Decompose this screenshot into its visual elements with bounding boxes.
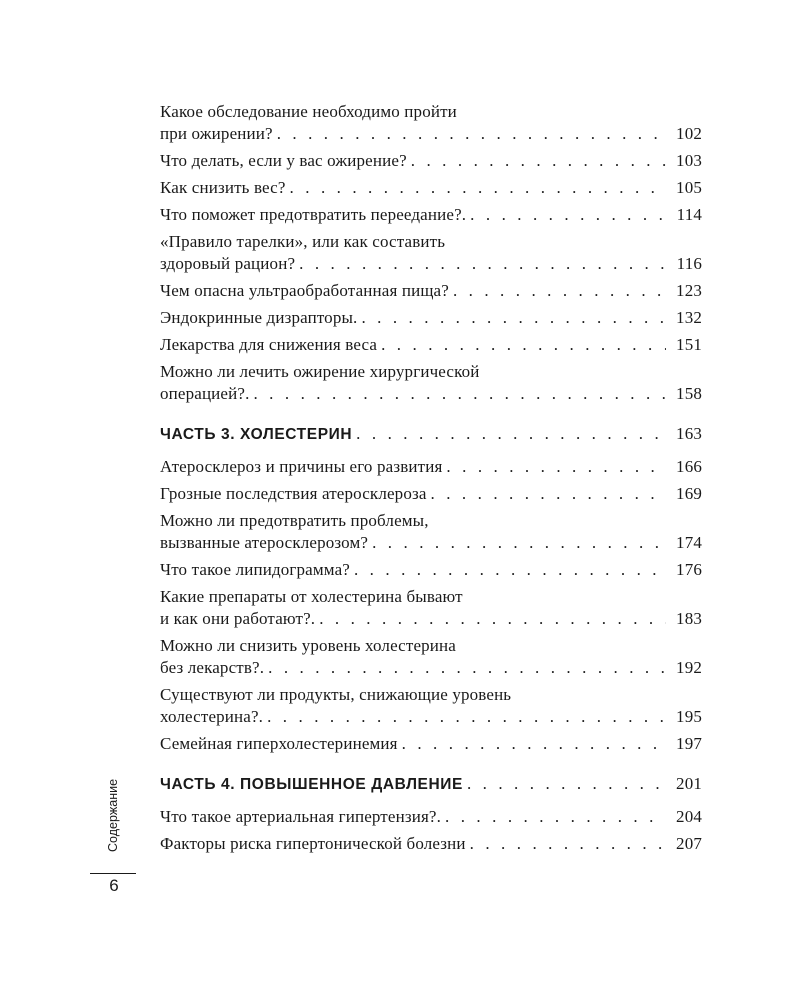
toc-entry-line: [160, 307, 702, 329]
toc-page-number: 163: [676, 424, 702, 443]
dot-leader: [449, 280, 666, 302]
dot-leader: [441, 806, 666, 828]
toc-entry[interactable]: [160, 586, 702, 630]
toc-entry[interactable]: [160, 483, 702, 505]
toc-page-number: 176: [676, 560, 702, 579]
toc-entry-line: [160, 833, 702, 855]
toc-part-heading[interactable]: [160, 773, 702, 796]
toc-entry-title: при ожирении?: [160, 124, 273, 143]
toc-entry-title: Существуют ли продукты, снижающие уровень: [160, 685, 512, 704]
toc-entry-title: Можно ли лечить ожирение хирургической: [160, 362, 480, 381]
folio-rule: [90, 873, 136, 874]
toc-entry[interactable]: [160, 510, 702, 554]
toc-entry[interactable]: [160, 101, 702, 145]
dot-leader: [377, 334, 666, 356]
toc-entry-line: [160, 483, 702, 505]
toc-entry-title: Чем опасна ультраобработанная пища?: [160, 281, 449, 300]
toc-entry[interactable]: [160, 231, 702, 275]
toc-entry-title: Можно ли снизить уровень холестерина: [160, 636, 456, 655]
toc-entry[interactable]: [160, 204, 702, 226]
toc-entry-title: холестерина?.: [160, 707, 264, 726]
toc-page-number: 197: [676, 734, 702, 753]
toc-entry-line: [160, 253, 702, 275]
toc-entry-title: Эндокринные дизрапторы.: [160, 308, 358, 327]
toc-entry-title: Какие препараты от холестерина бывают: [160, 587, 463, 606]
toc-entry-line: [160, 510, 702, 532]
toc-entry-title: Что делать, если у вас ожирение?: [160, 151, 407, 170]
toc-entry-line: [160, 733, 702, 755]
dot-leader: [295, 253, 666, 275]
toc-page-number: 102: [676, 124, 702, 143]
toc-entry-title: Семейная гиперхолестеринемия: [160, 734, 398, 753]
toc-entry-title: «Правило тарелки», или как составить: [160, 232, 446, 251]
toc-entry-line: [160, 423, 702, 446]
toc-entry-line: [160, 559, 702, 581]
dot-leader: [249, 383, 666, 405]
toc-entry-line: [160, 383, 702, 405]
dot-leader: [263, 706, 666, 728]
dot-leader: [466, 833, 666, 855]
toc-entry-line: [160, 608, 702, 630]
running-section-label: Содержание: [106, 778, 120, 852]
dot-leader: [264, 657, 666, 679]
toc-entry-line: [160, 280, 702, 302]
toc-entry-line: [160, 231, 702, 253]
toc-entry-title: Что поможет предотвратить переедание?.: [160, 205, 467, 224]
toc-entry-title: Какое обследование необходимо пройти: [160, 102, 457, 121]
toc-entry[interactable]: [160, 684, 702, 728]
toc-page-number: 174: [676, 533, 702, 552]
toc-entry[interactable]: [160, 559, 702, 581]
toc-page-number: 201: [676, 774, 702, 793]
toc-page-number: 183: [676, 609, 702, 628]
dot-leader: [350, 559, 666, 581]
toc-entry-line: [160, 101, 702, 123]
toc-entry-line: [160, 684, 702, 706]
toc-page-number: 207: [676, 834, 702, 853]
table-of-contents: [160, 101, 702, 860]
part-title: ЧАСТЬ 4. ПОВЫШЕННОЕ ДАВЛЕНИЕ: [160, 776, 463, 793]
part-title: ЧАСТЬ 3. ХОЛЕСТЕРИН: [160, 426, 353, 443]
toc-entry[interactable]: [160, 806, 702, 828]
dot-leader: [463, 773, 666, 795]
toc-entry-line: [160, 806, 702, 828]
toc-page-number: 204: [676, 807, 702, 826]
toc-entry-title: Что такое липидограмма?: [160, 560, 350, 579]
dot-leader: [315, 608, 666, 630]
toc-entry-title: Можно ли предотвратить проблемы,: [160, 511, 429, 530]
toc-page-number: 105: [676, 178, 702, 197]
toc-page-number: 116: [676, 254, 702, 273]
dot-leader: [357, 307, 666, 329]
toc-page-number: 169: [676, 484, 702, 503]
toc-entry[interactable]: [160, 456, 702, 478]
toc-entry-line: [160, 586, 702, 608]
toc-entry-title: Как снизить вес?: [160, 178, 286, 197]
dot-leader: [442, 456, 666, 478]
toc-entry-title: Грозные последствия атеросклероза: [160, 484, 427, 503]
toc-entry[interactable]: [160, 334, 702, 356]
toc-part-heading[interactable]: [160, 423, 702, 446]
toc-page-number: 195: [676, 707, 702, 726]
dot-leader: [427, 483, 666, 505]
dot-leader: [466, 204, 666, 226]
dot-leader: [352, 423, 666, 445]
toc-entry-line: [160, 706, 702, 728]
toc-entry-title: без лекарств?.: [160, 658, 265, 677]
toc-entry[interactable]: [160, 150, 702, 172]
toc-entry[interactable]: [160, 280, 702, 302]
toc-entry-line: [160, 657, 702, 679]
toc-entry-title: Атеросклероз и причины его развития: [160, 457, 443, 476]
toc-page-number: 114: [676, 205, 702, 224]
toc-entry[interactable]: [160, 361, 702, 405]
toc-entry-line: [160, 773, 702, 796]
dot-leader: [273, 123, 666, 145]
toc-entry-line: [160, 177, 702, 199]
toc-entry[interactable]: [160, 733, 702, 755]
toc-entry-title: Лекарства для снижения веса: [160, 335, 378, 354]
toc-entry-title: операцией?.: [160, 384, 250, 403]
toc-page-number: 166: [676, 457, 702, 476]
toc-entry-title: Что такое артериальная гипертензия?.: [160, 807, 442, 826]
toc-entry-line: [160, 635, 702, 657]
toc-entry-line: [160, 456, 702, 478]
toc-entry-line: [160, 123, 702, 145]
toc-page-number: 103: [676, 151, 702, 170]
toc-entry-line: [160, 532, 702, 554]
toc-entry-line: [160, 204, 702, 226]
dot-leader: [286, 177, 666, 199]
toc-page-number: 192: [676, 658, 702, 677]
toc-entry-title: вызванные атеросклерозом?: [160, 533, 369, 552]
toc-entry[interactable]: [160, 307, 702, 329]
page-number: 6: [109, 876, 119, 895]
toc-entry-line: [160, 361, 702, 383]
toc-page-number: 123: [676, 281, 702, 300]
toc-entry-title: и как они работают?.: [160, 609, 316, 628]
toc-entry[interactable]: [160, 833, 702, 855]
toc-page-number: 158: [676, 384, 702, 403]
toc-entry-title: здоровый рацион?: [160, 254, 296, 273]
dot-leader: [398, 733, 666, 755]
toc-entry-title: Факторы риска гипертонической болезни: [160, 834, 466, 853]
toc-entry[interactable]: [160, 635, 702, 679]
toc-page-number: 132: [676, 308, 702, 327]
toc-entry-line: [160, 334, 702, 356]
dot-leader: [407, 150, 666, 172]
toc-entry[interactable]: [160, 177, 702, 199]
toc-page-number: 151: [676, 335, 702, 354]
dot-leader: [368, 532, 666, 554]
toc-entry-line: [160, 150, 702, 172]
